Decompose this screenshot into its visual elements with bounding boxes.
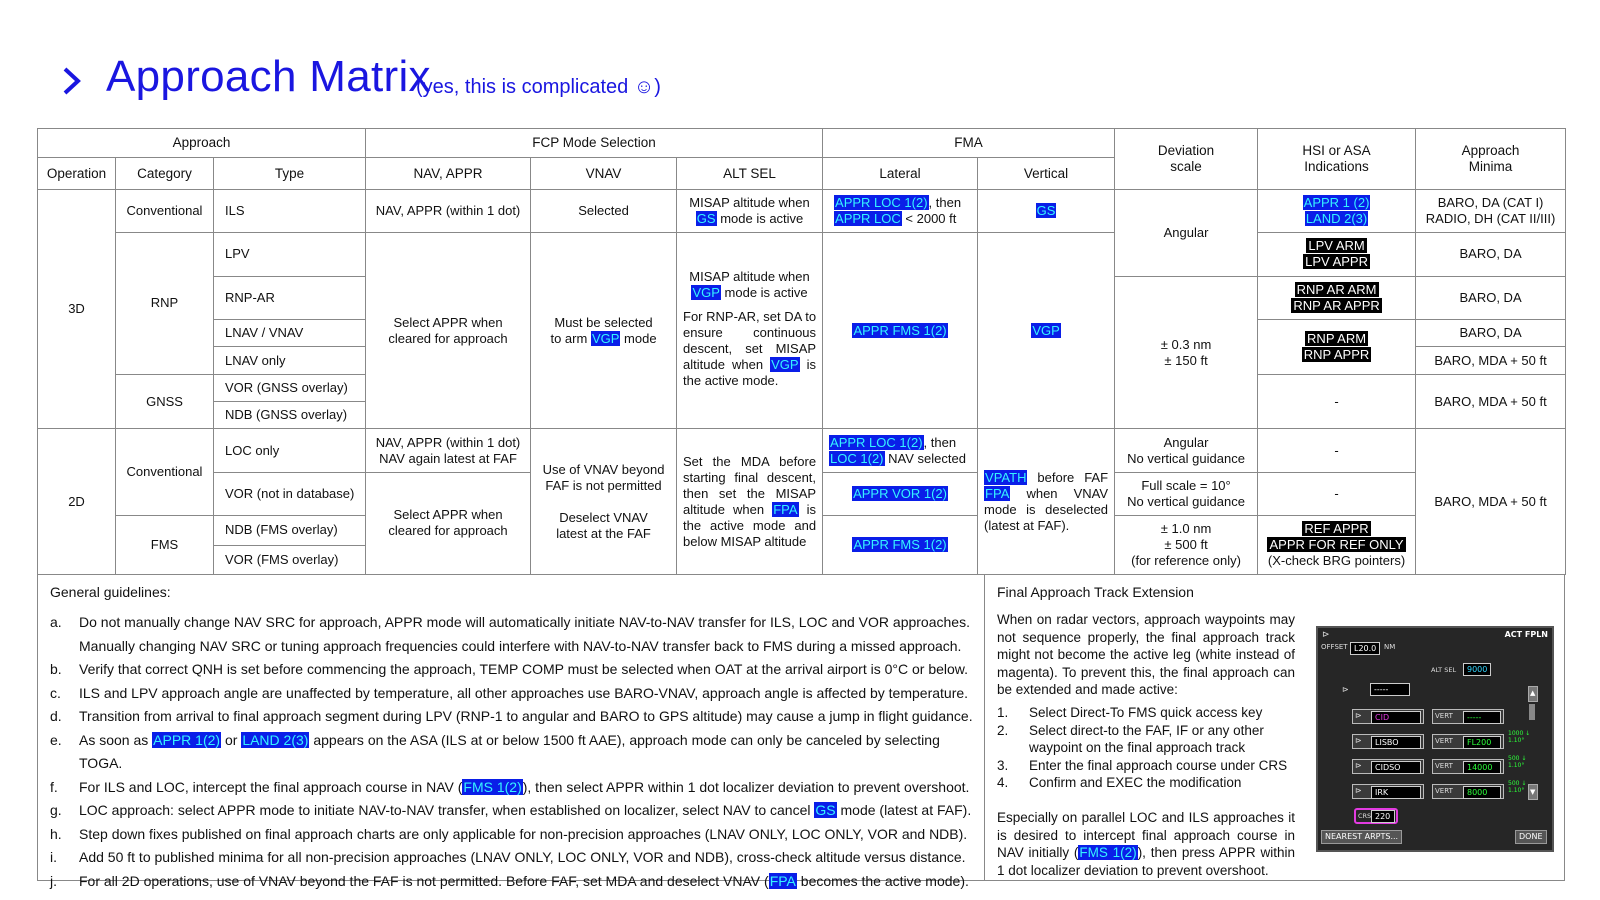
general-guidelines-section xyxy=(38,575,985,889)
alt-sel-cell: MISAP altitude when GS mode is active xyxy=(677,189,823,232)
fma-vgp-highlight: VGP xyxy=(771,357,799,373)
vert-angle: 500 ↓ 1.10° xyxy=(1508,755,1527,769)
group-fma: FMA xyxy=(823,129,1115,158)
type-cell: LPV xyxy=(214,233,366,276)
fma-vpath-highlight: VPATH xyxy=(985,469,1027,485)
deviation-cell: Angular No vertical guidance xyxy=(1115,429,1258,472)
alt-sel-cell: MISAP altitude when VGP mode is active For RNP-AR, set DA to ensure continuous descent, set MISAP altitude when VGP is the active mode. xyxy=(677,233,823,429)
group-approach: Approach xyxy=(38,129,366,158)
minima-cell: BARO, MDA + 50 ft xyxy=(1416,429,1566,575)
lateral-cell: APPR LOC 1(2), then APPR LOC < 2000 ft xyxy=(823,189,978,232)
direct-to-field[interactable]: ----- xyxy=(1370,683,1410,696)
hsi-cell: REF APPR APPR FOR REF ONLY (X-check BRG pointers) xyxy=(1258,516,1416,575)
nearest-airports-button[interactable]: NEAREST ARPTS... xyxy=(1321,830,1402,844)
waypoint-cid[interactable]: CID xyxy=(1371,711,1421,724)
waypoint-box[interactable] xyxy=(1352,759,1424,774)
list-item: e. As soon as APPR 1(2) or LAND 2(3) appears on the ASA (ILS at or below 1500 ft AAE), approach mode can only be canceled by selecting TOGA. xyxy=(50,731,940,771)
final-approach-steps xyxy=(997,704,1295,792)
minima-cell: BARO, DA xyxy=(1416,276,1566,319)
list-item: i. Add 50 ft to published minima for all non-precision approaches (LNAV ONLY, LOC ONLY, VOR and NDB), cross-check altitude versus distance. xyxy=(50,849,966,865)
type-cell: VOR (GNSS overlay) xyxy=(214,374,366,401)
direct-to-icon: ⊳ xyxy=(1355,736,1362,745)
fma-vgp-highlight: VGP xyxy=(692,285,720,301)
deviation-cell: ± 0.3 nm ± 150 ft xyxy=(1115,276,1258,429)
table-row xyxy=(38,189,1566,232)
direct-to-icon: ⊳ xyxy=(1355,761,1362,770)
fma-vertical-highlight: GS xyxy=(1036,202,1056,218)
guidelines-list xyxy=(50,611,976,893)
list-item: b. Verify that correct QNH is set before commencing the approach, TEMP COMP must be selected when OAT at the arrival airport is 0°C or below. xyxy=(50,661,969,677)
fma-lateral-highlight: APPR FMS 1(2) xyxy=(853,537,947,553)
vert-box[interactable] xyxy=(1432,734,1504,749)
chevron-right-icon xyxy=(62,66,82,96)
list-item: 1. Select Direct-To FMS quick access key xyxy=(997,705,1263,720)
type-cell: LNAV only xyxy=(214,347,366,374)
waypoint-cidso[interactable]: CIDSO xyxy=(1371,761,1421,774)
type-cell: VOR (not in database) xyxy=(214,472,366,515)
final-approach-outro: Especially on parallel LOC and ILS approaches it is desired to intercept final approach course in NAV initially (FMS 1(2)), then press APPR within 1 dot localizer deviation to prevent overshoot. xyxy=(997,810,1295,878)
waypoint-box[interactable] xyxy=(1352,784,1424,799)
page-title: Approach Matrix xyxy=(106,52,431,101)
list-item: j. For all 2D operations, use of VNAV beyond the FAF is not permitted. Before FAF, set MDA and deselect VNAV (FPA becomes the active mode). xyxy=(50,872,969,889)
group-fcp: FCP Mode Selection xyxy=(366,129,823,158)
fma-lateral-highlight: APPR LOC 1(2) xyxy=(835,194,928,210)
vert-box[interactable] xyxy=(1432,784,1504,799)
col-type: Type xyxy=(214,158,366,189)
vert-label: VERT xyxy=(1435,737,1453,745)
category-cell: FMS xyxy=(116,516,214,575)
group-hsi: HSI or ASA Indications xyxy=(1258,129,1416,190)
list-item: f. For ILS and LOC, intercept the final approach course in NAV (FMS 1(2)), then select APPR within 1 dot localizer deviation to prevent overshoot. xyxy=(50,778,970,795)
type-cell: LNAV / VNAV xyxy=(214,320,366,347)
deviation-cell: Full scale = 10° No vertical guidance xyxy=(1115,472,1258,515)
vert-angle: 500 ↓ 1.10° xyxy=(1508,780,1527,794)
type-cell: VOR (FMS overlay) xyxy=(214,545,366,574)
minima-cell: BARO, DA (CAT I) RADIO, DH (CAT II/III) xyxy=(1416,189,1566,232)
waypoint-box[interactable] xyxy=(1352,709,1424,724)
waypoint-irk[interactable]: IRK xyxy=(1371,786,1421,799)
minima-cell: BARO, DA xyxy=(1416,233,1566,276)
direct-to-icon: ⊳ xyxy=(1342,685,1349,694)
fma-lateral-highlight: APPR VOR 1(2) xyxy=(853,486,947,502)
list-item: d. Transition from arrival to final approach segment during LPV (RNP-1 to angular and BARO to GPS altitude) may cause a jump in flight guidance. xyxy=(50,708,973,724)
fma-fpa-highlight: FPA xyxy=(985,485,1010,501)
type-cell: LOC only xyxy=(214,429,366,472)
col-alt-sel: ALT SEL xyxy=(677,158,823,189)
vnav-cell: Must be selected to arm VGP mode xyxy=(531,233,677,429)
fma-vgp-highlight: VGP xyxy=(591,330,620,346)
vert-value[interactable]: ----- xyxy=(1463,711,1501,724)
vertical-cell xyxy=(978,233,1115,429)
approach-matrix-table xyxy=(37,128,1566,575)
minima-cell: BARO, MDA + 50 ft xyxy=(1416,374,1566,429)
vert-value[interactable]: FL200 xyxy=(1463,736,1501,749)
chevron-down-icon: ▼ xyxy=(1530,788,1536,796)
category-cell: GNSS xyxy=(116,374,214,429)
alt-sel-cell: Set the MDA before starting final descent, then set the MISAP altitude when FPA is the active mode and below MISAP altitude xyxy=(677,429,823,575)
waypoint-box[interactable] xyxy=(1352,734,1424,749)
vertical-cell: VPATH before FAF FPA when VNAV mode is deselected (latest at FAF). xyxy=(978,429,1115,575)
minima-cell: BARO, DA xyxy=(1416,320,1566,347)
direct-to-icon: ⊳ xyxy=(1322,630,1330,640)
list-item: h. Step down fixes published on final approach charts are only applicable for non-precision approaches (LNAV ONLY, LOC ONLY, VOR and NDB). xyxy=(50,825,968,842)
type-cell: ILS xyxy=(214,189,366,232)
fma-vertical-highlight: VGP xyxy=(1032,322,1060,338)
nav-appr-cell: NAV, APPR (within 1 dot) xyxy=(366,189,531,232)
hsi-cell: LPV ARM LPV APPR xyxy=(1258,233,1416,276)
operation-cell: 3D xyxy=(38,189,116,429)
hsi-cell: - xyxy=(1258,429,1416,472)
direct-to-icon: ⊳ xyxy=(1355,711,1362,720)
cdu-flight-plan-display xyxy=(1316,626,1554,852)
deviation-cell: Angular xyxy=(1115,189,1258,276)
offset-unit: NM xyxy=(1384,643,1396,651)
scroll-up-button[interactable] xyxy=(1528,686,1538,702)
col-vertical: Vertical xyxy=(978,158,1115,189)
vert-label: VERT xyxy=(1435,787,1453,795)
list-item: c. ILS and LPV approach angle are unaffected by temperature, all other approaches use BARO-VNAV, approach angle is affected by temperature. xyxy=(50,684,969,701)
col-nav-appr: NAV, APPR xyxy=(366,158,531,189)
alt-sel-label: ALT SEL xyxy=(1431,666,1457,674)
lateral-cell xyxy=(823,472,978,515)
fma-gs-highlight: GS xyxy=(696,210,716,226)
offset-field[interactable]: L20.0 xyxy=(1350,642,1380,655)
alt-sel-field[interactable]: 9000 xyxy=(1463,663,1491,676)
list-item: g. LOC approach: select APPR mode to initiate NAV-to-NAV transfer, when established on localizer, select NAV to cancel GS mode (latest at FAF). xyxy=(50,802,972,818)
nav-appr-cell: Select APPR when cleared for approach xyxy=(366,472,531,574)
table-row xyxy=(38,233,1566,276)
fma-lateral-highlight: LOC 1(2) xyxy=(830,450,884,466)
fma-lateral-highlight: APPR LOC xyxy=(835,210,901,226)
type-cell: RNP-AR xyxy=(214,276,366,319)
col-category: Category xyxy=(116,158,214,189)
type-cell: NDB (FMS overlay) xyxy=(214,516,366,545)
page-subtitle: (yes, this is complicated ☺) xyxy=(416,76,661,98)
hsi-cell: - xyxy=(1258,374,1416,429)
vert-value[interactable]: 8000 xyxy=(1463,786,1501,799)
offset-label: OFFSET xyxy=(1321,643,1348,651)
done-button[interactable]: DONE xyxy=(1515,830,1547,844)
crs-label: CRS xyxy=(1358,812,1372,820)
waypoint-lisbo[interactable]: LISBO xyxy=(1371,736,1421,749)
list-item: 2. Select direct-to the FAF, IF or any other waypoint on the final approach track xyxy=(997,722,1264,755)
scrollbar-thumb[interactable] xyxy=(1529,704,1535,720)
hsi-cell: APPR 1 (2) LAND 2(3) xyxy=(1258,189,1416,232)
vert-box[interactable] xyxy=(1432,759,1504,774)
type-cell: NDB (GNSS overlay) xyxy=(214,402,366,429)
guidelines-title: General guidelines: xyxy=(50,584,171,600)
crs-value[interactable]: 220 xyxy=(1371,810,1395,823)
category-cell: Conventional xyxy=(116,429,214,516)
scroll-down-button[interactable] xyxy=(1528,784,1538,800)
operation-cell: 2D xyxy=(38,429,116,575)
nav-appr-cell: Select APPR when cleared for approach xyxy=(366,233,531,429)
cdu-title: ACT FPLN xyxy=(1504,630,1548,639)
lateral-cell xyxy=(823,516,978,575)
direct-to-icon: ⊳ xyxy=(1355,786,1362,795)
final-approach-intro: When on radar vectors, approach waypoints may not sequence properly, the final approach track might not become the active leg (white instead of magenta). To prevent this, the final approach can be extended and made active: xyxy=(997,612,1295,697)
vert-angle: 1000 ↓ 1.10° xyxy=(1508,730,1531,744)
final-approach-title: Final Approach Track Extension xyxy=(997,584,1194,600)
vnav-cell: Selected xyxy=(531,189,677,232)
fma-fpa-highlight: FPA xyxy=(773,501,798,517)
lateral-cell xyxy=(823,233,978,429)
category-cell: Conventional xyxy=(116,189,214,232)
vnav-cell: Use of VNAV beyond FAF is not permitted Deselect VNAV latest at the FAF xyxy=(531,429,677,575)
hsi-cell: RNP AR ARM RNP AR APPR xyxy=(1258,276,1416,319)
chevron-up-icon: ▲ xyxy=(1530,689,1536,697)
group-minima: Approach Minima xyxy=(1416,129,1566,190)
fma-lateral-highlight: APPR FMS 1(2) xyxy=(853,322,947,338)
vert-label: VERT xyxy=(1435,762,1453,770)
nav-appr-cell: NAV, APPR (within 1 dot) NAV again latest at FAF xyxy=(366,429,531,472)
category-cell: RNP xyxy=(116,233,214,375)
vertical-cell xyxy=(978,189,1115,232)
list-item: 4. Confirm and EXEC the modification xyxy=(997,775,1242,790)
vert-value[interactable]: 14000 xyxy=(1463,761,1501,774)
table-row xyxy=(38,429,1566,472)
group-deviation: Deviation scale xyxy=(1115,129,1258,190)
deviation-cell: ± 1.0 nm ± 500 ft (for reference only) xyxy=(1115,516,1258,575)
lateral-cell: APPR LOC 1(2), then LOC 1(2) NAV selected xyxy=(823,429,978,472)
list-item: 3. Enter the final approach course under CRS xyxy=(997,757,1288,773)
crs-field[interactable] xyxy=(1354,808,1398,824)
vert-label: VERT xyxy=(1435,712,1453,720)
hsi-cell: - xyxy=(1258,472,1416,515)
list-item: a. Do not manually change NAV SRC for approach, APPR mode will automatically initiate NAV-to-NAV transfer for ILS, LOC and VOR approaches. Manually changing NAV SRC or tuning approach frequencies could interfere with NAV-to-NAV transfer back to FMS during a missed approach. xyxy=(50,614,970,654)
col-lateral: Lateral xyxy=(823,158,978,189)
col-operation: Operation xyxy=(38,158,116,189)
minima-cell: BARO, MDA + 50 ft xyxy=(1416,347,1566,374)
hsi-cell: RNP ARM RNP APPR xyxy=(1258,320,1416,375)
fma-lateral-highlight: APPR LOC 1(2) xyxy=(830,434,923,450)
col-vnav: VNAV xyxy=(531,158,677,189)
vert-box[interactable] xyxy=(1432,709,1504,724)
